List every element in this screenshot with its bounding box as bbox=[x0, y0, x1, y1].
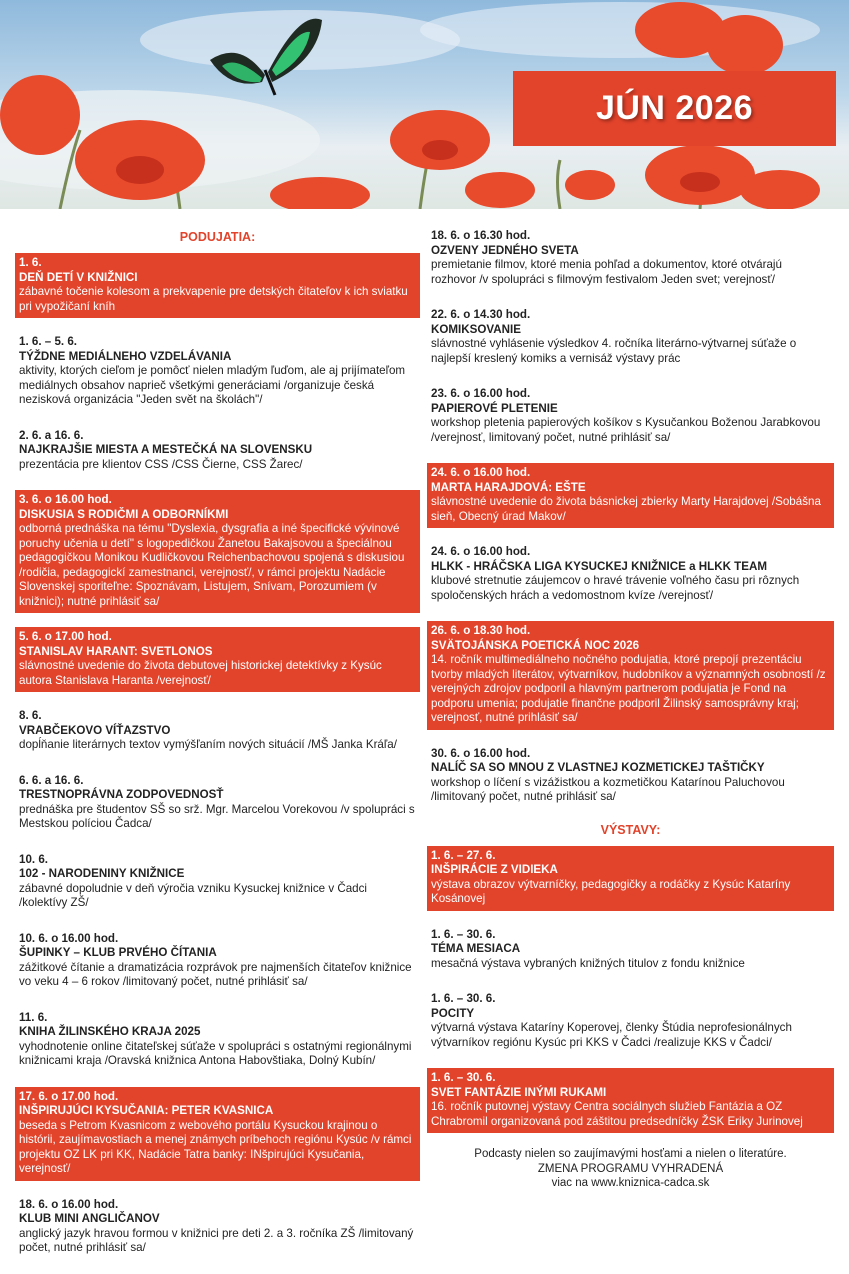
event-date: 11. 6. bbox=[19, 1010, 48, 1024]
event-title: DEŇ DETÍ V KNIŽNICI bbox=[19, 270, 138, 284]
event-date: 10. 6. bbox=[19, 852, 49, 866]
event-title: TÝŽDNE MEDIÁLNEHO VZDELÁVANIA bbox=[19, 349, 232, 363]
event-item bbox=[427, 1068, 834, 1133]
event-item bbox=[15, 490, 420, 613]
event-item bbox=[15, 771, 420, 836]
event-item bbox=[427, 989, 834, 1054]
event-title: NAJKRAJŠIE MIESTA A MESTEČKÁ NA SLOVENSKU bbox=[19, 443, 313, 456]
event-title: NALÍČ SA SO MNOU Z VLASTNEJ KOZMETICKEJ TAŠTIČKY bbox=[431, 761, 765, 774]
events-list bbox=[15, 253, 420, 1260]
event-item bbox=[15, 706, 420, 757]
event-item bbox=[15, 1008, 420, 1073]
event-date: 1. 6. – 30. 6. bbox=[431, 927, 496, 941]
event-description: mesačná výstava vybraných knižných titulov z fondu knižnice bbox=[431, 956, 745, 970]
event-item bbox=[15, 253, 420, 318]
event-title: INŠPIRÁCIE Z VIDIEKA bbox=[431, 863, 558, 876]
event-title: SVÄTOJÁNSKA POETICKÁ NOC 2026 bbox=[431, 638, 640, 652]
event-title: HLKK - HRÁČSKA LIGA KYSUCKEJ KNIŽNICE a HLKK TEAM bbox=[431, 559, 768, 573]
month-title: JÚN 2026 bbox=[595, 89, 754, 127]
event-description: zábavné dopoludnie v deň výročia vzniku Kysuckej knižnice v Čadci /kolektívy ZŠ/ bbox=[19, 881, 367, 909]
event-date: 24. 6. o 16.00 hod. bbox=[431, 545, 531, 558]
event-date: 6. 6. a 16. 6. bbox=[19, 773, 84, 787]
event-description: prednáška pre študentov SŠ so srž. Mgr. Marcelou Vorekovou /v spolupráci s Mestskou políciou Čadca/ bbox=[19, 802, 415, 830]
event-item bbox=[15, 627, 420, 692]
event-description: vyhodnotenie online čitateľskej súťaže v spolupráci s ostatnými regionálnymi knižnicami kraja /Oravská knižnica Antona Habovštiaka, Dolný Kubín/ bbox=[19, 1039, 412, 1067]
event-item bbox=[427, 384, 834, 449]
event-description: workshop o líčení s vizážistkou a kozmetičkou Katarínou Paluchovou /limitovaný počet, nutné prihlásiť sa/ bbox=[431, 775, 785, 803]
event-description: anglický jazyk hravou formou v knižnici pre deti 2. a 3. ročníka ZŠ /limitovaný počet, nutné prihlásiť sa/ bbox=[19, 1226, 414, 1254]
event-date: 26. 6. o 18.30 hod. bbox=[431, 624, 531, 637]
event-date: 18. 6. o 16.00 hod. bbox=[19, 1197, 119, 1211]
event-item bbox=[15, 929, 420, 994]
event-description: zážitkové čítanie a dramatizácia rozprávok pre najmenších čitateľov knižnice vo veku 4 – 6 rokov /limitovaný počet, nutné prihlásiť sa/ bbox=[19, 960, 412, 988]
event-date: 8. 6. bbox=[19, 709, 42, 722]
event-item bbox=[427, 925, 834, 976]
event-description: beseda s Petrom Kvasnicom z webového portálu Kysuckou krajinou o histórii, zaujímavostiach a menej známych príbehoch regiónu Kysúc /v rámci projektu OZ LK pri KK, Nadácie Tatra banky: INšpirujúci Kysučania, verejnosť/ bbox=[19, 1118, 412, 1175]
event-description: workshop pletenia papierových košíkov s Kysučankou Boženou Jarabkovou /verejnosť, limitovaný počet, nutné prihlásiť sa/ bbox=[431, 416, 821, 444]
event-item bbox=[427, 542, 834, 607]
event-description: slávnostné uvedenie do života debutovej historickej detektívky z Kysúc autora Stanislava Haranta /verejnosť/ bbox=[19, 659, 382, 687]
event-item bbox=[427, 305, 834, 370]
event-title: INŠPIRUJÚCI KYSUČANIA: PETER KVASNICA bbox=[19, 1104, 274, 1117]
footer-website-link[interactable]: viac na www.kniznica-cadca.sk bbox=[551, 1177, 710, 1189]
events-section-title: PODUJATIA: bbox=[179, 230, 256, 244]
event-title: PAPIEROVÉ PLETENIE bbox=[431, 401, 558, 415]
events-column-right bbox=[427, 226, 834, 1191]
event-description: slávnostné vyhlásenie výsledkov 4. ročníka literárno-výtvarnej súťaže o najlepší kreslený komiks a vernisáž výstavy prác bbox=[431, 337, 797, 365]
event-date: 24. 6. o 16.00 hod. bbox=[431, 466, 531, 479]
event-item bbox=[427, 846, 834, 911]
event-date: 1. 6. – 27. 6. bbox=[431, 848, 496, 862]
event-date: 22. 6. o 14.30 hod. bbox=[431, 308, 531, 321]
event-item bbox=[15, 1087, 420, 1181]
event-item bbox=[427, 621, 834, 730]
event-description: premietanie filmov, ktoré menia pohľad a dokumentov, ktoré otvárajú rozhovor /v spolupráci s filmovým festivalom Jeden svet; verejnosť/ bbox=[431, 258, 782, 286]
event-item bbox=[427, 744, 834, 809]
event-title: STANISLAV HARANT: SVETLONOS bbox=[19, 644, 213, 658]
event-date: 1. 6. bbox=[19, 256, 42, 269]
events-list-continued bbox=[427, 226, 834, 809]
event-item bbox=[15, 426, 420, 477]
event-title: TÉMA MESIACA bbox=[431, 942, 521, 955]
event-description: klubové stretnutie záujemcov o hravé trávenie voľného času pri rôznych spoločenských hrách a vedomostnom kvíze /verejnosť/ bbox=[431, 574, 800, 602]
event-date: 10. 6. o 16.00 hod. bbox=[19, 931, 119, 945]
event-date: 30. 6. o 16.00 hod. bbox=[431, 746, 531, 760]
event-date: 23. 6. o 16.00 hod. bbox=[431, 387, 531, 400]
event-date: 5. 6. o 17.00 hod. bbox=[19, 630, 112, 643]
event-date: 1. 6. – 5. 6. bbox=[19, 335, 78, 348]
event-title: POCITY bbox=[431, 1006, 475, 1020]
event-description: 16. ročník putovnej výstavy Centra sociálnych služieb Fantázia a OZ Chrabromil organizovaná pod záštitou predsedníčky ŽSK Eriky Jurinovej bbox=[431, 1100, 803, 1128]
event-item bbox=[15, 332, 420, 412]
event-title: OZVENY JEDNÉHO SVETA bbox=[431, 243, 579, 257]
footer-program-change: ZMENA PROGRAMU VYHRADENÁ bbox=[537, 1162, 724, 1175]
event-item bbox=[15, 850, 420, 915]
event-date: 2. 6. a 16. 6. bbox=[19, 428, 84, 442]
event-title: MARTA HARAJDOVÁ: EŠTE bbox=[431, 480, 586, 494]
event-date: 18. 6. o 16.30 hod. bbox=[431, 229, 531, 242]
header-banner bbox=[0, 0, 849, 209]
exhibitions-section-title: VÝSTAVY: bbox=[600, 822, 661, 837]
event-date: 17. 6. o 17.00 hod. bbox=[19, 1089, 119, 1103]
exhibitions-list bbox=[427, 846, 834, 1134]
footer-note bbox=[427, 1147, 834, 1191]
event-description: prezentácia pre klientov CSS /CSS Čierne, CSS Žarec/ bbox=[19, 457, 303, 471]
event-title: SVET FANTÁZIE INÝMI RUKAMI bbox=[431, 1085, 607, 1099]
event-date: 3. 6. o 16.00 hod. bbox=[19, 493, 112, 506]
event-title: VRABČEKOVO VÍŤAZSTVO bbox=[19, 723, 171, 737]
event-title: TRESTNOPRÁVNA ZODPOVEDNOSŤ bbox=[19, 788, 224, 801]
event-description: 14. ročník multimediálneho nočného podujatia, ktoré prepojí prezentáciu tvorby mladých literátov, výtvarníkov, hudobníkov a významných osobností /z verejných zdrojov podporil a hlavným partnerom podujatia je Fond na podporu umenia; podujatie finančne podporil Žilinský samosprávny kraj; verejnosť, nutné prihlásiť sa/ bbox=[431, 653, 826, 724]
event-title: DISKUSIA S RODIČMI A ODBORNÍKMI bbox=[19, 507, 229, 521]
event-item bbox=[427, 226, 834, 291]
event-item bbox=[15, 1195, 420, 1260]
event-description: zábavné točenie kolesom a prekvapenie pre detských čitateľov k ich sviatku pri vypožičaní kníh bbox=[19, 285, 408, 313]
event-description: dopĺňanie literárnych textov vymýšľaním nových situácií /MŠ Janka Kráľa/ bbox=[19, 738, 397, 751]
event-title: ŠUPINKY – KLUB PRVÉHO ČÍTANIA bbox=[19, 946, 217, 959]
event-description: aktivity, ktorých cieľom je pomôcť nielen mladým ľuďom, ale aj prijímateľom mediálnych obsahov naprieč všetkými generáciami /organizuje česká nezisková organizácia "Jeden svět na školách"/ bbox=[19, 364, 406, 406]
event-title: KOMIKSOVANIE bbox=[431, 322, 521, 336]
event-description: výtvarná výstava Kataríny Koperovej, členky Štúdia neprofesionálnych výtvarníkov regiónu Kysúc pri KKS v Čadci /realizuje KKS v Čadci/ bbox=[431, 1021, 792, 1049]
month-title-box bbox=[513, 71, 836, 146]
event-date: 1. 6. – 30. 6. bbox=[431, 1071, 496, 1084]
event-title: 102 - NARODENINY KNIŽNICE bbox=[19, 867, 185, 880]
event-title: KLUB MINI ANGLIČANOV bbox=[19, 1212, 160, 1225]
event-description: slávnostné uvedenie do života básnickej zbierky Marty Harajdovej /Sobášna sieň, Obecný úrad Makov/ bbox=[431, 495, 821, 523]
event-date: 1. 6. – 30. 6. bbox=[431, 992, 496, 1005]
event-title: KNIHA ŽILINSKÉHO KRAJA 2025 bbox=[19, 1025, 201, 1038]
events-column-left bbox=[15, 226, 420, 1274]
footer-podcasts: Podcasty nielen so zaujímavými hosťami a nielen o literatúre. bbox=[474, 1148, 787, 1160]
event-description: odborná prednáška na tému "Dyslexia, dysgrafia a iné špecifické vývinové poruchy učenia u detí" s logopedičkou Žanetou Bakajsovou a špeciálnou pedagogičkou Monikou Kudličkovou Reichenbachovou spojená s diskusiou /rodičia, pedagogickí zamestnanci, verejnosť/, v rámci projektu Nadácie Slovenskej sporiteľne: Spoznávam, Listujem, Snívam, Porozumiem (v knižnici); nutné prihlásiť sa/ bbox=[19, 522, 405, 608]
event-description: výstava obrazov výtvarníčky, pedagogičky a rodáčky z Kysúc Kataríny Kosánovej bbox=[431, 877, 791, 905]
event-item bbox=[427, 463, 834, 528]
